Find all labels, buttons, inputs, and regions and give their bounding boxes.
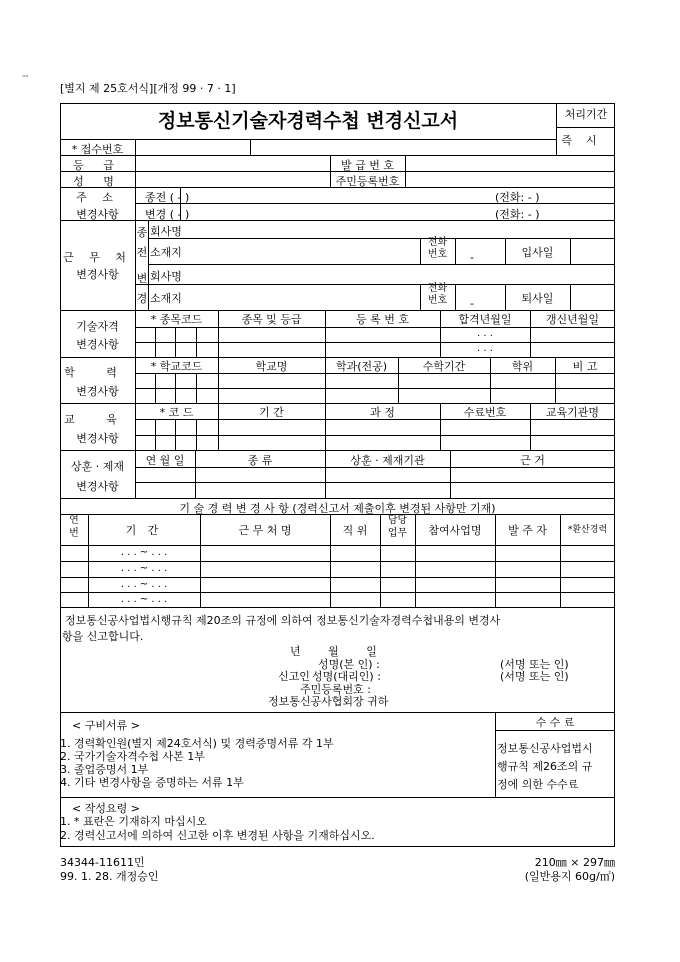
award-agency-header: 상훈 · 제재기관: [350, 454, 425, 467]
award-type-header: 종 류: [247, 454, 273, 467]
qual-regno-header: 등 록 번 호: [356, 313, 409, 326]
v-rule: [135, 187, 136, 220]
recipient: 정보통신공사협회장 귀하: [268, 695, 389, 708]
address-phone: (전화: - ): [495, 191, 540, 204]
phone-label: 번호: [427, 249, 448, 260]
edu-school-header: 학교명: [255, 360, 288, 373]
career-period-header: 기 간: [125, 524, 163, 537]
fee-text: 행규칙 제26조의 규: [497, 760, 593, 773]
after-char: 변: [136, 272, 148, 285]
career-period-row: . . . ~ . . .: [120, 563, 168, 574]
train-code-header: * 코 드: [159, 406, 194, 419]
doc-item: 1. 경력확인원(별지 제24호서식) 및 경력증명서류 각 1부: [60, 737, 334, 750]
h-rule: [135, 327, 615, 328]
date-dots: . . .: [477, 328, 493, 339]
doc-item: 3. 졸업증명서 1부: [60, 763, 149, 776]
career-section-title: 기 술 경 력 변 경 사 항 (경력신고서 제출이후 변경된 사항만 기재): [179, 502, 496, 515]
career-duty-header: 업무: [387, 528, 408, 539]
career-no-header: 연: [69, 515, 79, 526]
signer-prefix: 신고인: [278, 670, 310, 683]
corner-mark: "": [22, 74, 29, 82]
career-workplace-header: 근 무 처 명: [238, 524, 292, 537]
before-char: 전: [136, 246, 148, 259]
career-no-header: 번: [69, 528, 79, 539]
fee-title: 수 수 료: [535, 716, 575, 729]
v-rule: [570, 238, 571, 264]
sign-agent: 성명(대리인) :: [312, 670, 381, 683]
join-date-label: 입사일: [521, 246, 554, 259]
h-rule: [556, 127, 615, 128]
career-duty-header: 담당: [387, 515, 408, 526]
v-rule: [455, 238, 456, 264]
page-title: 정보통신기술자경력수첩 변경신고서: [157, 110, 459, 132]
guide-item: 1. * 표란은 기재하지 마십시오: [60, 815, 207, 828]
date-dots: . . .: [477, 343, 493, 354]
processing-period-label: 처리기간: [564, 108, 608, 121]
edu-code-header: * 학교코드: [150, 360, 203, 373]
h-rule: [60, 155, 615, 156]
h-rule: [135, 435, 615, 436]
company-label: 회사명: [150, 270, 182, 283]
h-rule: [135, 388, 615, 389]
h-rule: [135, 203, 615, 204]
docs-title: < 구비서류 >: [72, 719, 140, 732]
award-label: 상훈 · 제재: [71, 460, 124, 473]
v-rule: [570, 284, 571, 310]
v-rule: [556, 103, 557, 155]
v-rule: [135, 155, 136, 187]
workplace-label: 변경사항: [76, 268, 119, 281]
phone-dash: -: [470, 251, 474, 264]
career-period-row: . . . ~ . . .: [120, 579, 168, 590]
sign-self: 성명(본 인) :: [318, 658, 380, 671]
v-rule: [155, 373, 156, 403]
qual-code-header: * 종목코드: [150, 313, 203, 326]
leave-date-label: 퇴사일: [521, 292, 554, 305]
career-period-row: . . . ~ . . .: [120, 594, 168, 605]
qual-pass-header: 합격년월일: [458, 313, 512, 326]
company-label: 회사명: [150, 225, 182, 238]
v-rule: [455, 284, 456, 310]
phone-label: 번호: [427, 295, 448, 306]
statement-text: 정보통신공사업법시행규칙 제20조의 규정에 의하여 정보통신기술자경력수첩내용의 변경사: [65, 614, 501, 627]
doc-item: 4. 기타 변경사항을 증명하는 서류 1부: [60, 776, 244, 789]
v-rule: [196, 419, 197, 450]
edu-note-header: 비 고: [572, 360, 598, 373]
v-rule: [175, 419, 176, 450]
edu-degree-header: 학위: [511, 360, 534, 373]
h-rule: [148, 238, 615, 239]
training-label: 교 육: [64, 413, 131, 426]
address-after: 변경 ( - ): [145, 208, 190, 221]
train-period-header: 기 간: [259, 406, 284, 419]
h-rule: [135, 284, 615, 285]
v-rule: [155, 419, 156, 450]
address-label: 변경사항: [76, 208, 119, 221]
train-course-header: 과 정: [370, 406, 395, 419]
qualification-label: 변경사항: [76, 338, 119, 351]
v-rule: [155, 327, 156, 357]
phone-label: 전화: [427, 237, 448, 248]
h-rule: [60, 607, 615, 608]
train-certno-header: 수료번호: [463, 406, 507, 419]
award-label: 변경사항: [76, 480, 119, 493]
edu-period-header: 수학기간: [422, 360, 466, 373]
guide-item: 2. 경력신고서에 의하여 신고한 이후 변경된 사항을 기재하십시오.: [60, 829, 375, 842]
h-rule: [60, 545, 615, 546]
form-number: 34344-11611민 99. 1. 28. 개정승인: [60, 856, 159, 883]
h-rule: [495, 730, 615, 731]
career-position-header: 직 위: [342, 524, 368, 537]
h-rule: [60, 592, 615, 593]
training-label: 변경사항: [76, 432, 119, 445]
address-phone: (전화: - ): [495, 208, 540, 221]
career-client-header: 발 주 자: [508, 524, 547, 537]
resident-line: 주민등록번호 :: [300, 683, 371, 696]
train-institution-header: 교육기관명: [545, 406, 600, 419]
v-rule: [135, 139, 136, 155]
statement-text: 항을 신고합니다.: [62, 630, 144, 643]
education-label: 변경사항: [76, 385, 119, 398]
v-rule: [175, 373, 176, 403]
h-rule: [60, 561, 615, 562]
h-rule: [60, 797, 615, 798]
phone-dash: -: [470, 297, 474, 310]
education-label: 학 력: [64, 366, 131, 379]
doc-item: 2. 국가기술자격수첩 사본 1부: [60, 750, 205, 763]
phone-label: 전화: [427, 283, 448, 294]
award-basis-header: 근 거: [520, 454, 545, 467]
issue-no-label: 발 급 번 호: [341, 159, 394, 172]
guide-title: < 작성요령 >: [72, 802, 140, 815]
paper-spec: 210㎜ × 297㎜ (일반용지 60g/㎡): [524, 856, 615, 883]
career-period-row: . . . ~ . . .: [120, 547, 168, 558]
before-char: 종: [136, 226, 148, 239]
after-char: 경: [136, 292, 148, 305]
v-rule: [175, 327, 176, 357]
h-rule: [148, 264, 615, 265]
seal-self: (서명 또는 인): [500, 658, 569, 671]
h-rule: [135, 342, 615, 343]
v-rule: [250, 139, 251, 155]
qual-type-header: 종목 및 등급: [241, 313, 302, 326]
h-rule: [135, 482, 615, 483]
address-before: 종전 ( - ): [145, 191, 190, 204]
h-rule: [60, 577, 615, 578]
location-label: 소재지: [150, 246, 182, 259]
name-label: 성 명: [73, 175, 122, 188]
location-label: 소재지: [150, 292, 182, 305]
v-rule: [196, 373, 197, 403]
career-converted-header: *환산경력: [567, 525, 608, 535]
v-rule: [196, 327, 197, 357]
v-rule: [405, 155, 406, 187]
qual-renew-header: 갱신년월일: [545, 313, 600, 326]
award-date-header: 연 월 일: [145, 454, 185, 467]
h-rule: [60, 450, 615, 451]
grade-label: 등 급: [73, 159, 122, 172]
date-line: 년 월 일: [290, 645, 389, 658]
h-rule: [60, 712, 615, 713]
address-label: 주 소: [76, 191, 119, 204]
fee-text: 정보통신공사업법시: [497, 742, 593, 755]
h-rule: [60, 498, 615, 499]
resident-no-label: 주민등록번호: [335, 175, 400, 188]
qualification-label: 기술자격: [76, 320, 119, 333]
processing-period-value: 즉시: [561, 134, 611, 147]
career-project-header: 참여사업명: [428, 524, 482, 537]
reg-no-label: * 접수번호: [71, 143, 124, 156]
edu-major-header: 학과(전공): [335, 360, 388, 373]
workplace-label: 근 무 처: [63, 251, 132, 264]
seal-agent: (서명 또는 인): [500, 670, 569, 683]
fee-text: 정에 의한 수수료: [497, 778, 579, 791]
form-header: [별지 제 25호서식][개정 99 · 7 · 1]: [60, 82, 236, 95]
v-rule: [148, 220, 149, 310]
